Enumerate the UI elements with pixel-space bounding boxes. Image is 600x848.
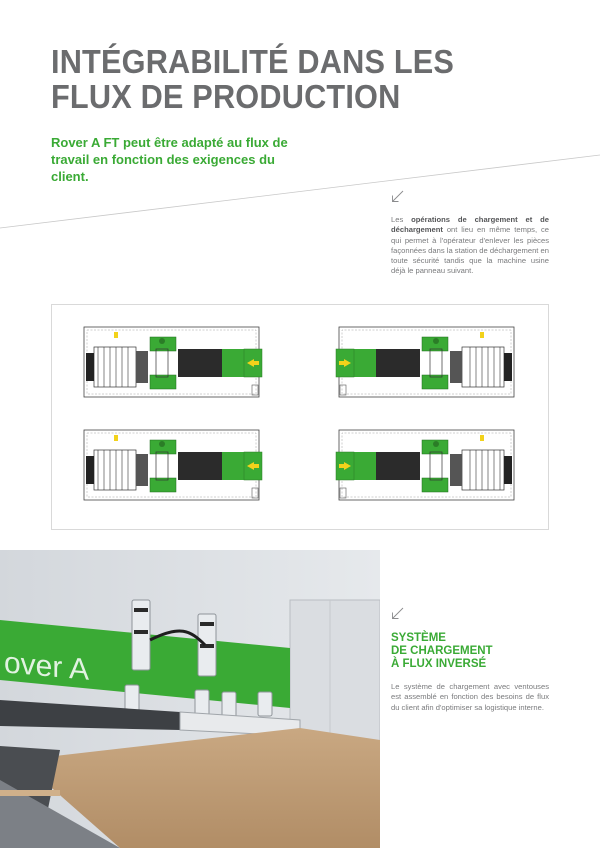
layout-bottom-right <box>336 430 514 500</box>
layout-drawing <box>52 305 550 531</box>
layout-top-right <box>336 327 514 397</box>
machine-photo <box>0 550 380 848</box>
subtitle: Rover A FT peut être adapté au flux de travail en fonction des exigences du client. <box>51 135 288 184</box>
section-title-line-2: DE CHARGEMENT <box>391 645 493 657</box>
desc-text-bold: opérations de chargement et de déchargement <box>391 215 550 235</box>
section-title-line-3: À FLUX INVERSÉ <box>391 658 487 670</box>
machine-layout-diagram <box>51 304 549 530</box>
title-line-2: FLUX DE PRODUCTION <box>51 78 401 115</box>
arrow-down-left-icon <box>391 607 404 620</box>
layout-top-left <box>84 327 262 397</box>
page-title <box>51 44 535 114</box>
diagonal-divider-line <box>0 0 600 240</box>
layout-bottom-left <box>84 430 262 500</box>
machine-brand-label: over A <box>4 646 90 687</box>
arrow-down-left-icon <box>391 190 404 203</box>
section-title <box>391 632 561 671</box>
desc-text-post: ont lieu en même temps, ce qui permet à l'opérateur d'enlever les pièces façonnées dans la station de déchargement en toute sécurité tandis que la machine usine déjà le panneau suivant. <box>391 225 549 276</box>
loading-system-description: Le système de chargement avec ventouses est assemblé en fonction des besoins de flux du client afin d'optimiser sa logistique interne. <box>391 682 549 712</box>
title-line-1: INTÉGRABILITÉ DANS LES <box>51 43 455 80</box>
desc-text-pre: Les <box>391 215 412 224</box>
loading-description <box>391 215 549 277</box>
section-title-line-1: SYSTÈME <box>391 632 446 644</box>
machine-photo-drawing <box>0 550 380 848</box>
